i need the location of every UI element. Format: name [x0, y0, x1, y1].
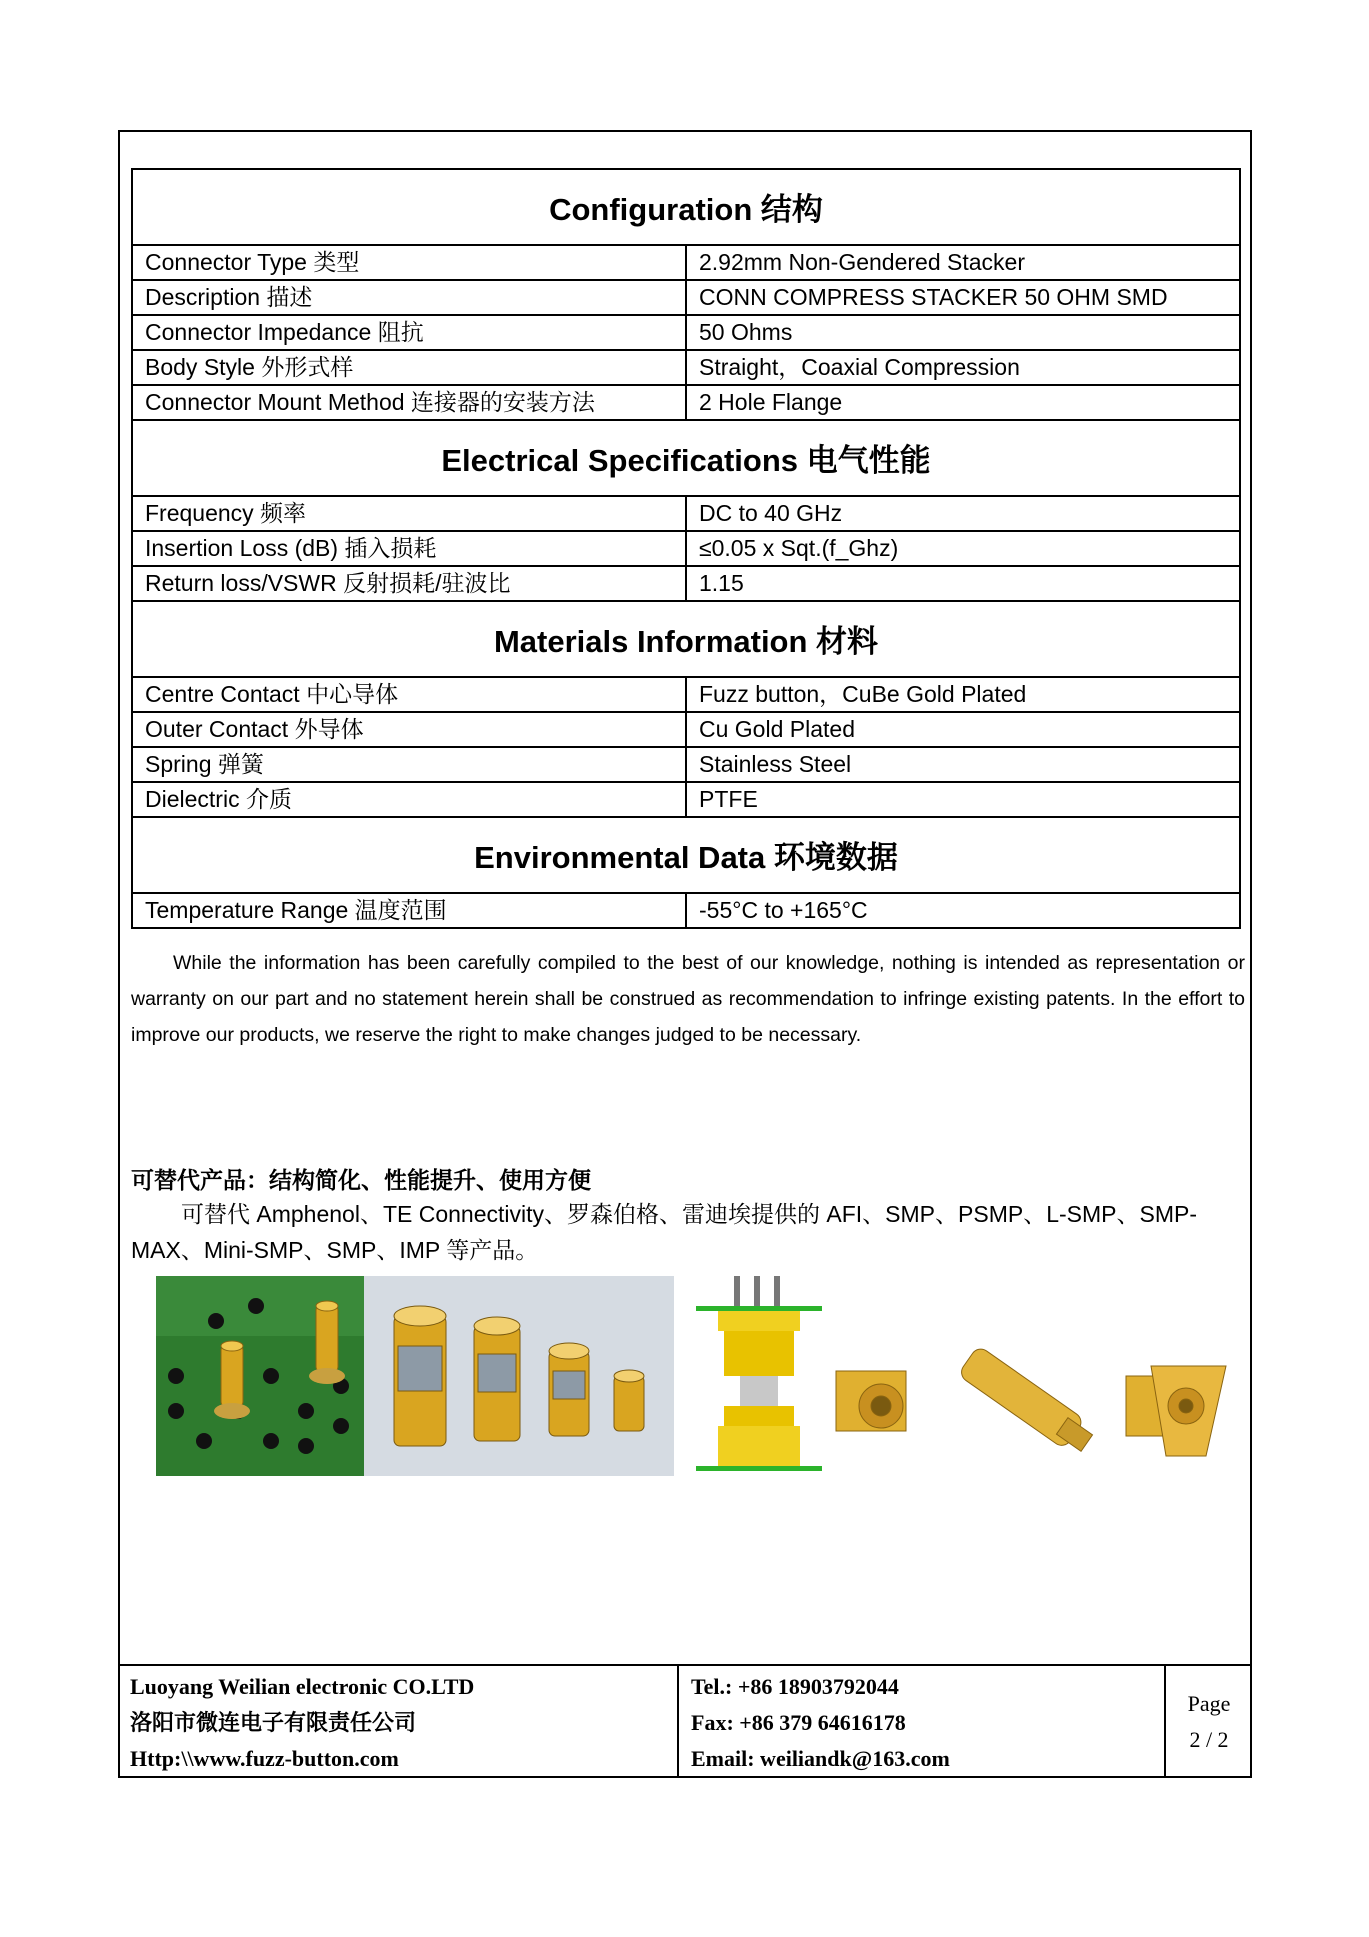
- fax-number: Fax: +86 379 64616178: [691, 1710, 906, 1735]
- section-title: Electrical Specifications 电气性能: [132, 420, 1240, 496]
- section-title: Materials Information 材料: [132, 601, 1240, 677]
- spec-row: [132, 245, 1240, 280]
- spec-value: CONN COMPRESS STACKER 50 OHM SMD: [686, 280, 1240, 315]
- spec-label: Outer Contact 外导体: [132, 712, 686, 747]
- section-title: Environmental Data 环境数据: [132, 817, 1240, 893]
- spec-table: [131, 168, 1241, 929]
- spec-label: Temperature Range 温度范围: [132, 893, 686, 928]
- page-word: Page: [1187, 1691, 1231, 1716]
- spec-value: 50 Ohms: [686, 315, 1240, 350]
- email-address[interactable]: Email: weiliandk@163.com: [691, 1746, 950, 1771]
- disclaimer-text: While the information has been carefully compiled to the best of our knowledge, nothing is intended as representation or warranty on our part and no statement herein shall be construed as recommendation to infringe existing patents. In the effort to improve our products, we reserve the right to make changes judged to be necessary.: [131, 952, 1245, 1046]
- spec-value: Fuzz button，CuBe Gold Plated: [686, 677, 1240, 712]
- tel-number: Tel.: +86 18903792044: [691, 1674, 899, 1699]
- spec-label: Description 描述: [132, 280, 686, 315]
- section-header-electrical: [132, 420, 1240, 496]
- section-header-materials: [132, 601, 1240, 677]
- company-name-cn: 洛阳市微连电子有限责任公司: [130, 1710, 417, 1735]
- pcb-photo: [156, 1276, 364, 1476]
- page-number: 2 / 2: [1189, 1727, 1229, 1752]
- spec-label: Connector Type 类型: [132, 245, 686, 280]
- stacker-diagram-photo: [696, 1276, 1236, 1476]
- spec-value: ≤0.05 x Sqt.(f_Ghz): [686, 531, 1240, 566]
- spec-value: Straight，Coaxial Compression: [686, 350, 1240, 385]
- spec-label: Dielectric 介质: [132, 782, 686, 817]
- spec-label: Connector Mount Method 连接器的安装方法: [132, 385, 686, 420]
- page-label: [1166, 1686, 1252, 1758]
- spec-value: DC to 40 GHz: [686, 496, 1240, 531]
- spec-row: [132, 677, 1240, 712]
- spec-label: Insertion Loss (dB) 插入损耗: [132, 531, 686, 566]
- spec-label: Centre Contact 中心导体: [132, 677, 686, 712]
- website-link[interactable]: Http:\\www.fuzz-button.com: [130, 1746, 399, 1771]
- spec-value: Cu Gold Plated: [686, 712, 1240, 747]
- spec-row: [132, 893, 1240, 928]
- spec-row: [132, 531, 1240, 566]
- spec-value: 2 Hole Flange: [686, 385, 1240, 420]
- spec-value: 2.92mm Non-Gendered Stacker: [686, 245, 1240, 280]
- spec-label: Return loss/VSWR 反射损耗/驻波比: [132, 566, 686, 601]
- footer-page: [1164, 1666, 1252, 1778]
- spec-label: Spring 弹簧: [132, 747, 686, 782]
- spec-label: Connector Impedance 阻抗: [132, 315, 686, 350]
- section-header-environmental: [132, 817, 1240, 893]
- alternatives-body: 可替代 Amphenol、TE Connectivity、罗森伯格、雷迪埃提供的 AFI、SMP、PSMP、L-SMP、SMP-MAX、Mini-SMP、SMP、IMP 等产品。: [131, 1201, 1197, 1263]
- spec-value: Stainless Steel: [686, 747, 1240, 782]
- spec-value: -55°C to +165°C: [686, 893, 1240, 928]
- alternatives-heading: 可替代产品：结构简化、性能提升、使用方便: [131, 1168, 591, 1194]
- spec-row: [132, 782, 1240, 817]
- connectors-photo: [364, 1276, 674, 1476]
- spec-row: [132, 566, 1240, 601]
- spec-value: PTFE: [686, 782, 1240, 817]
- spec-value: 1.15: [686, 566, 1240, 601]
- section-header-configuration: [132, 169, 1240, 245]
- spec-row: [132, 747, 1240, 782]
- spec-row: [132, 280, 1240, 315]
- spec-row: [132, 385, 1240, 420]
- company-name-en: Luoyang Weilian electronic CO.LTD: [130, 1674, 475, 1699]
- spec-row: [132, 315, 1240, 350]
- spec-row: [132, 712, 1240, 747]
- section-title: Configuration 结构: [132, 169, 1240, 245]
- spec-row: [132, 496, 1240, 531]
- spec-label: Frequency 频率: [132, 496, 686, 531]
- spec-row: [132, 350, 1240, 385]
- footer: [118, 1664, 1252, 1778]
- spec-label: Body Style 外形式样: [132, 350, 686, 385]
